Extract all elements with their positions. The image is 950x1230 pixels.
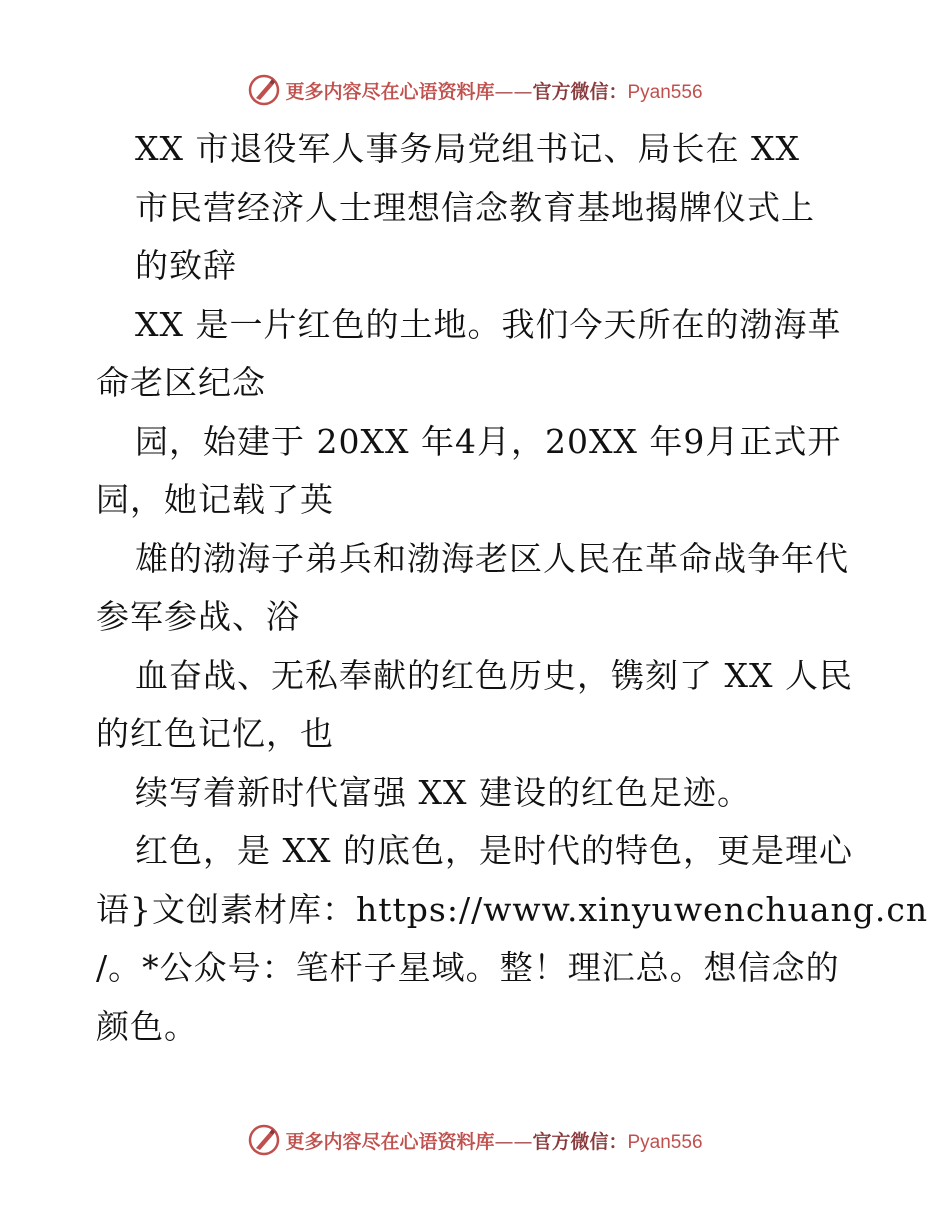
banner-main-text: 更多内容尽在心语资料库	[285, 80, 495, 103]
document-line: 市民营经济人士理想信念教育基地揭牌仪式上	[135, 187, 815, 227]
banner-wechat-label: 官方微信：	[532, 80, 628, 103]
document-body	[96, 120, 929, 1056]
document-line: 颜色。	[96, 1006, 198, 1046]
document-line: 红色，是 XX 的底色，是时代的特色，更是理心	[135, 831, 853, 870]
document-line: 参军参战、浴	[96, 597, 300, 636]
quill-pen-logo-icon	[247, 1123, 281, 1157]
document-line: 血奋战、无私奉献的红色历史，镌刻了 XX 人民	[135, 655, 853, 695]
quill-pen-logo-icon	[247, 73, 281, 107]
banner-dash: ——	[494, 1130, 533, 1153]
document-line: 的致辞	[135, 246, 237, 285]
document-line: /。*公众号：笔杆子星域。整！理汇总。想信念的	[96, 948, 840, 987]
document-line: 园，她记载了英	[96, 480, 334, 519]
document-line: XX 是一片红色的土地。我们今天所在的渤海革	[135, 304, 842, 344]
banner-dash: ——	[494, 80, 533, 103]
document-line: 雄的渤海子弟兵和渤海老区人民在革命战争年代	[135, 538, 849, 578]
document-line: 园，始建于 20XX 年4月，20XX 年9月正式开	[135, 421, 842, 461]
document-line: 语}文创素材库：https://www.xinyuwenchuang.cn	[96, 889, 929, 929]
document-line: 续写着新时代富强 XX 建设的红色足迹。	[135, 772, 751, 812]
document-line: 命老区纪念	[96, 363, 266, 402]
document-line: 的红色记忆，也	[96, 714, 334, 753]
banner-wechat-label: 官方微信：	[532, 1130, 628, 1153]
banner-wechat-id: Pyan556	[627, 1131, 703, 1153]
banner-text	[285, 77, 702, 104]
document-line: XX 市退役军人事务局党组书记、局长在 XX	[135, 129, 800, 168]
banner-main-text: 更多内容尽在心语资料库	[285, 1130, 495, 1153]
header-banner	[0, 70, 950, 110]
banner-text	[285, 1127, 702, 1154]
banner-wechat-id: Pyan556	[627, 81, 703, 103]
footer-banner	[0, 1120, 950, 1160]
